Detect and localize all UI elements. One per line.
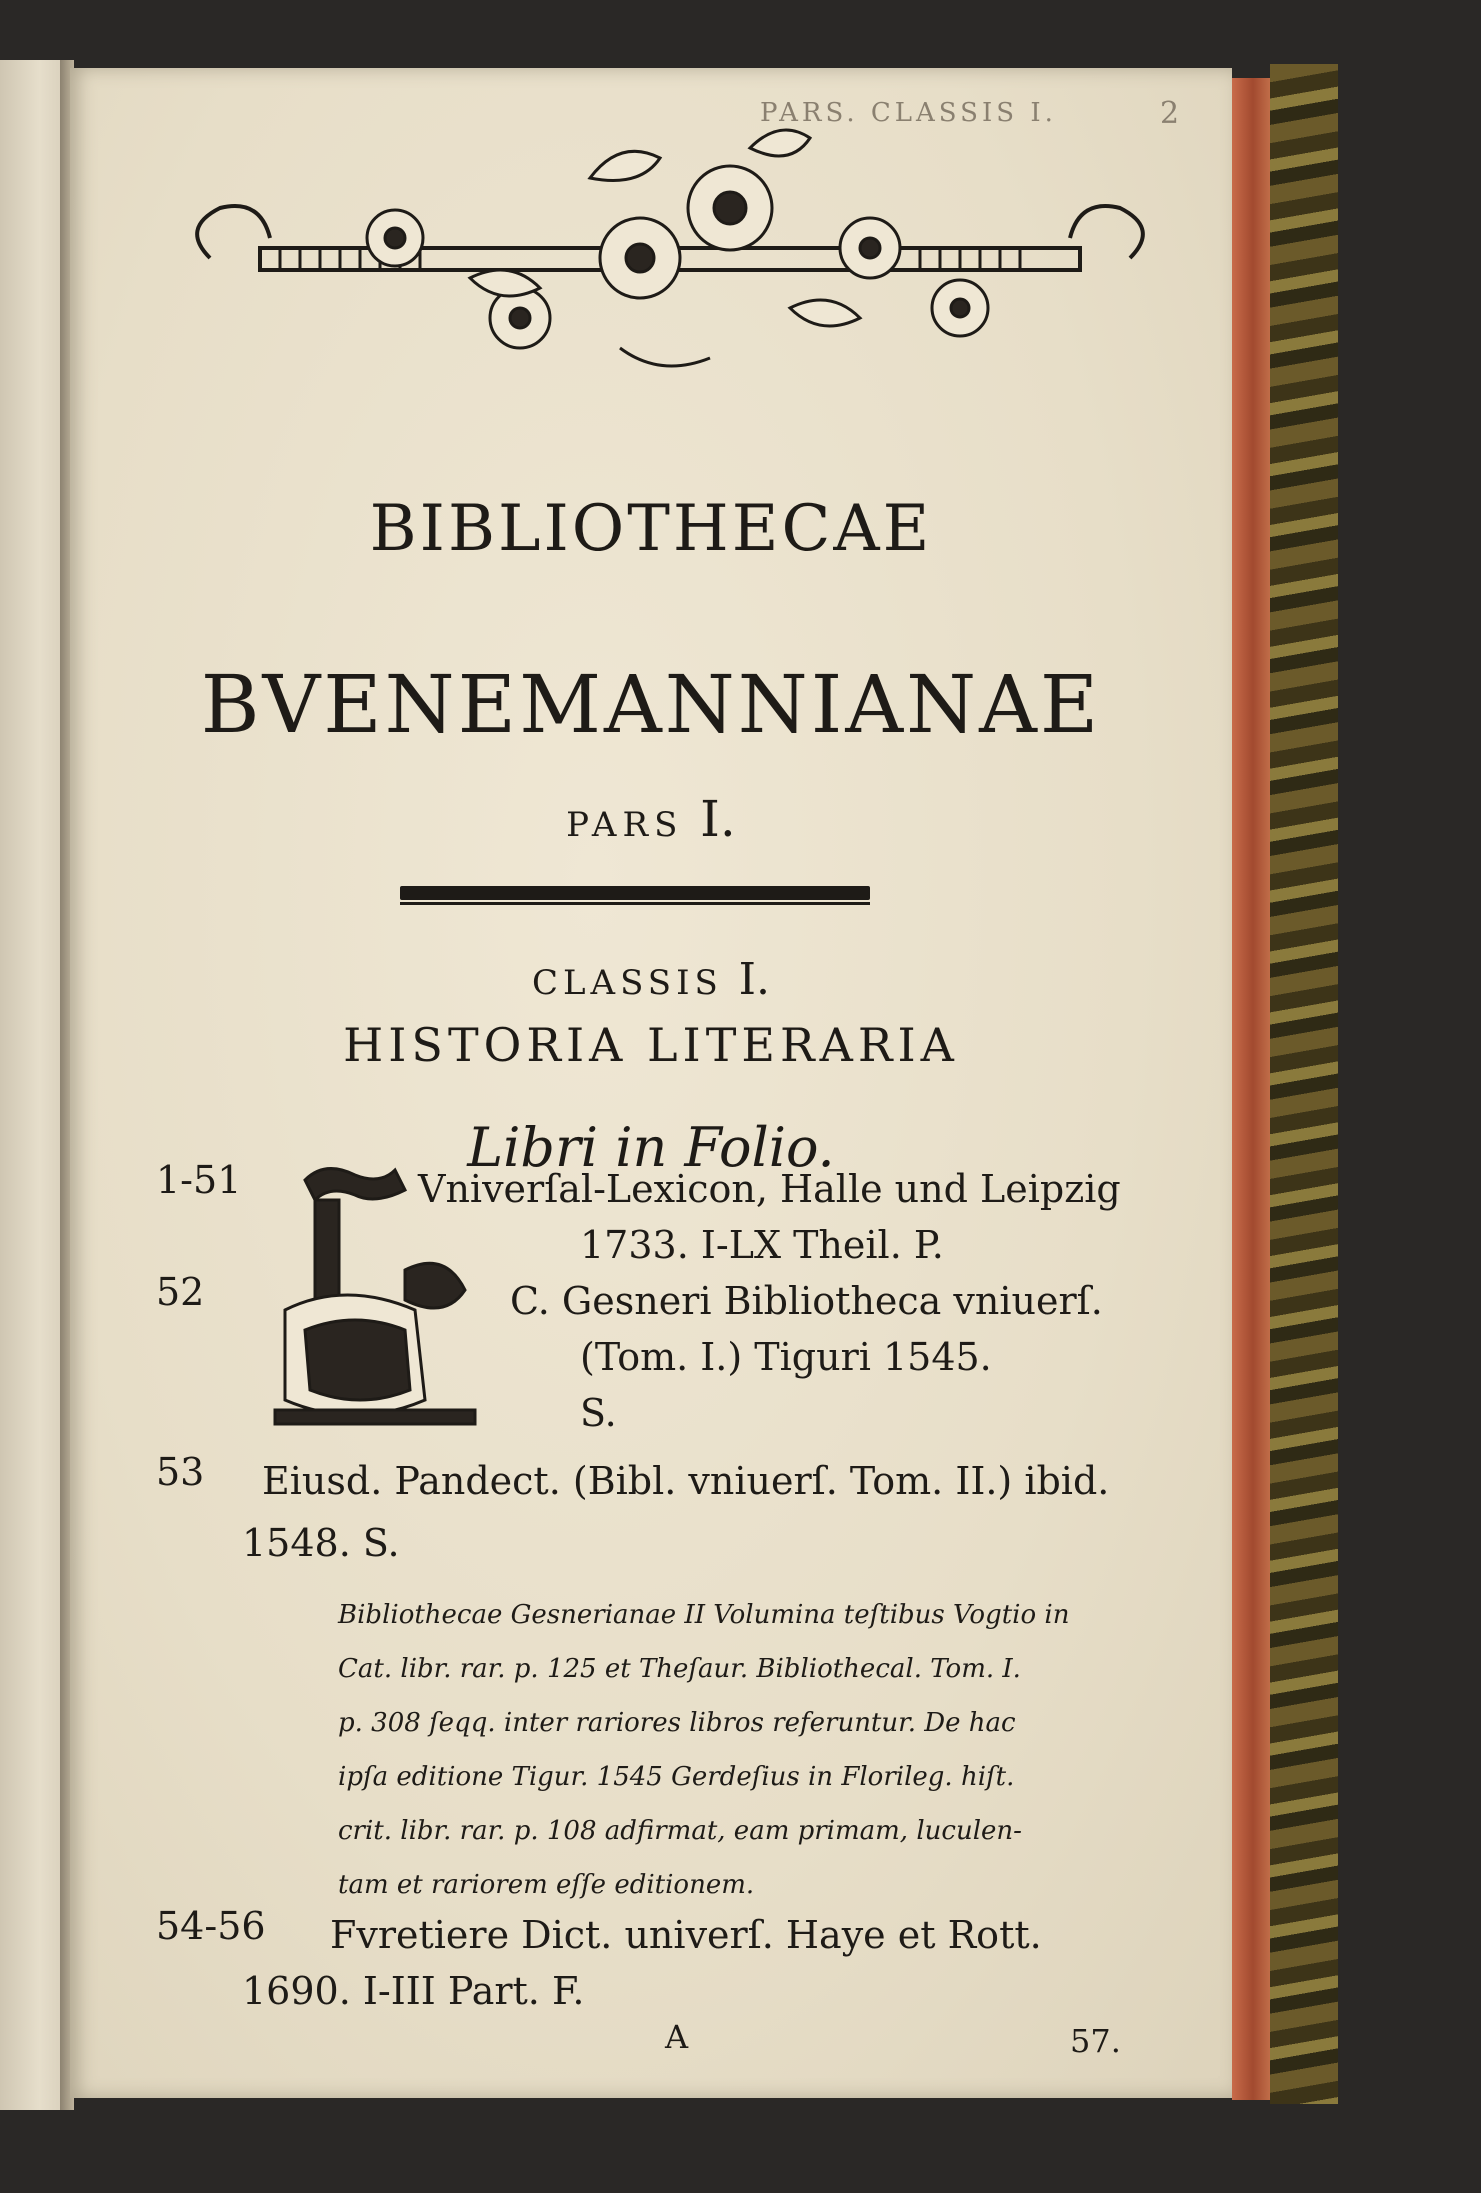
classis-label: CLASSIS (531, 963, 723, 1003)
entry-line: (Tom. I.) Tiguri 1545. (580, 1335, 992, 1379)
note-line: ipſa editione Tigur. 1545 Gerdeſius in Florileg. hiſt. (338, 1762, 1015, 1792)
entry-line: 1548. S. (242, 1521, 400, 1565)
title-rule (400, 886, 870, 900)
entry-line: Vniverſal-Lexicon, Halle und Leipzig (418, 1167, 1121, 1211)
entry-line: S. (580, 1391, 617, 1435)
entry-line: 1690. I-III Part. F. (242, 1969, 585, 2013)
pars-line (70, 790, 1232, 848)
entry-number: 1-51 (156, 1158, 242, 1202)
floral-headpiece-ornament (170, 108, 1170, 398)
classis-number: I. (738, 954, 771, 1005)
pars-number: I. (700, 790, 736, 848)
running-title: PARS. CLASSIS I. (760, 98, 1057, 128)
marbled-cover (1270, 64, 1338, 2104)
book-page (70, 68, 1232, 2098)
title-rule-thin (400, 902, 870, 905)
entry-line: C. Gesneri Bibliotheca vniuerſ. (510, 1279, 1103, 1323)
entry-line: 1733. I-LX Theil. P. (580, 1223, 944, 1267)
note-line: crit. libr. rar. p. 108 adfirmat, eam primam, luculen- (338, 1816, 1022, 1846)
catchword: 57. (1070, 2022, 1121, 2060)
entry-number: 54-56 (156, 1904, 266, 1948)
page-number: 2 (1160, 96, 1180, 131)
page-edge-red (1232, 78, 1274, 2100)
note-line: p. 308 ſeqq. inter rariores libros referuntur. De hac (338, 1708, 1016, 1738)
signature-mark: A (665, 2018, 689, 2056)
entry-line: Fvretiere Dict. univerſ. Haye et Rott. (330, 1913, 1042, 1957)
note-line: Cat. libr. rar. p. 125 et Theſaur. Bibliothecal. Tom. I. (338, 1654, 1021, 1684)
note-line: tam et rariorem eſſe editionem. (338, 1870, 755, 1900)
entry-line: Eiusd. Pandect. (Bibl. vniuerſ. Tom. II.) ibid. (262, 1459, 1110, 1503)
section-subheading: Libri in Folio. (467, 1116, 835, 1179)
section-heading: HISTORIA LITERARIA (343, 1018, 959, 1072)
note-line: Bibliothecae Gesnerianae II Volumina teſtibus Vogtio in (338, 1600, 1070, 1630)
title-line-1: BIBLIOTHECAE (369, 492, 933, 566)
left-page-edge (0, 60, 66, 2110)
entry-number: 52 (156, 1270, 205, 1314)
entry-number: 53 (156, 1450, 205, 1494)
pars-label: PARS (566, 805, 684, 845)
classis-line (70, 954, 1232, 1005)
title-line-2: BVENEMANNIANAE (200, 658, 1102, 751)
